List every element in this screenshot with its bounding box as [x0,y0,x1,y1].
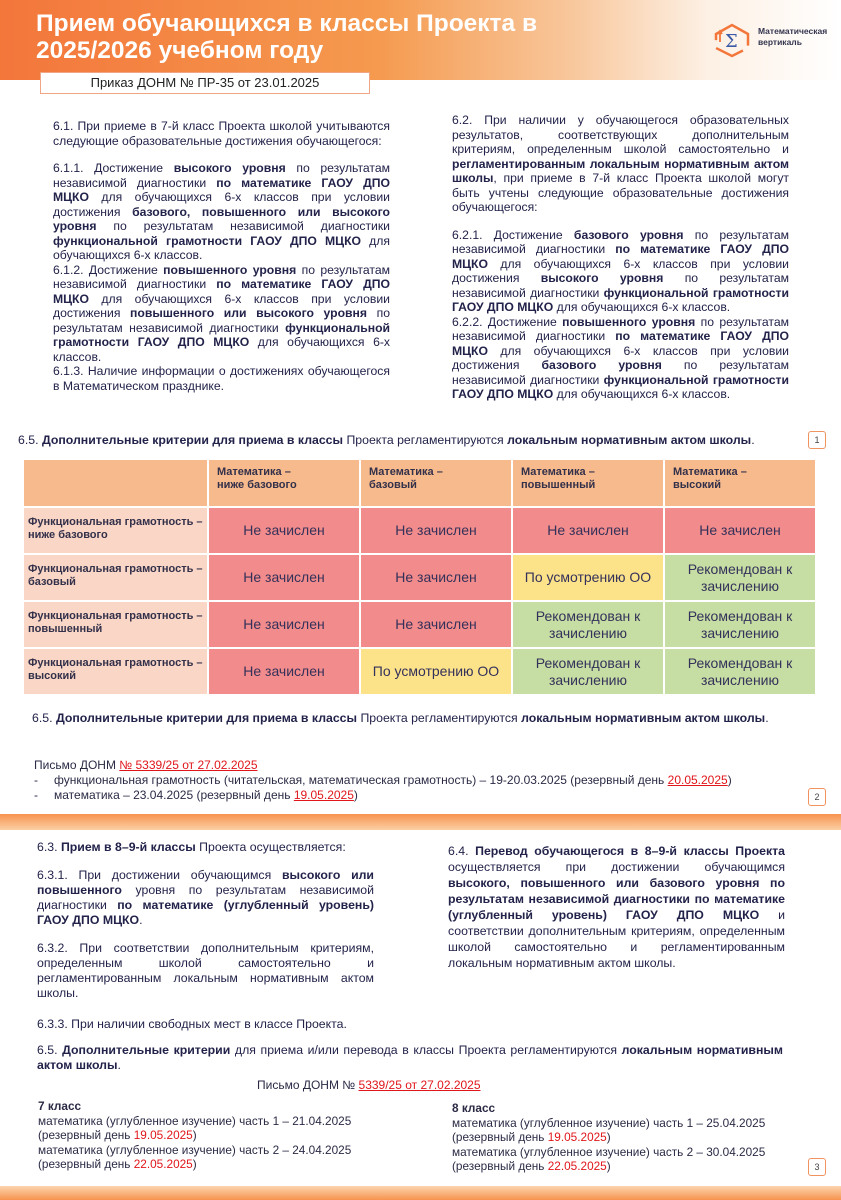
letter-donm-1: Письмо ДОНМ № 5339/25 от 27.02.2025 [34,758,258,772]
logo-text: Математическая вертикаль [758,26,828,47]
matrix-cell: По усмотрению ОО [361,649,511,694]
row-header: Функциональная грамотность – высокий [24,649,207,694]
col-header: Математика – высокий [665,460,815,506]
para-6-2: 6.2. При наличии у обучающегося образовательных результатов, соответствующих дополнительным критериям, определенным школой самостоятельно и регламентированным локальным нормативным актом школы, при приеме в 7-й класс Проекта школой могут быть учтены следующие образовательные достижения обучающегося: [452,113,789,214]
para-6-1-2: 6.1.2. Достижение повышенного уровня по результатам независимой диагностики по математике ГАОУ ДПО МЦКО для обучающихся 6-х классов при условии достижения повышенного или высокого уровня по результатам независимой диагностики функциональной грамотности ГАОУ ДПО МЦКО для обучающихся 6-х классов. [53,262,390,364]
sigma-arrows-icon [712,22,752,58]
matrix-corner [24,460,207,506]
matrix-cell: Рекомендован к зачислению [665,649,815,694]
page-badge-1: 1 [808,431,826,449]
col-header: Математика – ниже базового [209,460,359,506]
section-divider [0,814,841,830]
para-6-3: 6.3. Прием в 8–9-й классы Проекта осуществляется: [37,840,346,854]
para-6-3-2: 6.3.2. При соответствии дополнительным критериям, определенным школой самостоятельно и регламентированным локальным нормативным актом школы. [37,941,374,1000]
page-badge-2: 2 [808,788,826,806]
para-6-1-3: 6.1.3. Наличие информации о достижениях обучающегося в Математическом празднике. [53,364,390,393]
matrix-cell: Не зачислен [361,555,511,600]
row-header: Функциональная грамотность – базовый [24,555,207,600]
matrix-cell: Рекомендован к зачислению [665,555,815,600]
matrix-cell: Не зачислен [209,555,359,600]
matrix-cell: По усмотрению ОО [513,555,663,600]
enrollment-matrix [22,458,817,696]
svg-text:Σ: Σ [725,31,738,52]
matrix-cell: Не зачислен [361,602,511,647]
para-6-4: 6.4. Перевод обучающегося в 8–9-й классы Проекта осуществляется при достижении обучающимся высокого, повышенного или базового уровня по результатам независимой диагностики по математике (углубленный уровень) ГАОУ ДПО МЦКО и соответствии дополнительным критериям, определенным школой самостоятельно и регламентированным локальным нормативным актом школы. [448,844,786,970]
matrix-cell: Рекомендован к зачислению [513,649,663,694]
para-6-3-1: 6.3.1. При достижении обучающимся высокого или повышенного уровня по результатам независимой диагностики по математике (углубленный уровень) ГАОУ ДПО МЦКО. [37,868,374,927]
matrix-cell: Рекомендован к зачислению [513,602,663,647]
page-badge-3: 3 [808,1158,826,1176]
col-header: Математика – базовый [361,460,511,506]
para-6-2-1: 6.2.1. Достижение базового уровня по результатам независимой диагностики по математике ГАОУ ДПО МЦКО для обучающихся 6-х классов при условии достижения высокого уровня по результатам независимой диагностики функциональной грамотности ГАОУ ДПО МЦКО для обучающихся 6-х классов. [452,227,789,314]
matrix-cell: Не зачислен [361,508,511,553]
matrix-cell: Не зачислен [209,602,359,647]
para-6-2-2: 6.2.2. Достижение повышенного уровня по результатам независимой диагностики по математике ГАОУ ДПО МЦКО для обучающихся 6-х классов при условии достижения базового уровня по результатам независимой диагностики функциональной грамотности ГАОУ ДПО МЦКО для обучающихся 6-х классов. [452,314,790,401]
letter-link[interactable]: № 5339/25 от 27.02.2025 [119,758,258,772]
letter-link[interactable]: 5339/25 от 27.02.2025 [358,1078,481,1092]
schedule-item: - функциональная грамотность (читательская, математическая грамотность) – 19-20.03.2025 (резервный день 20.05.2025) [34,773,732,787]
footer-bar [0,1186,841,1200]
page-title: Прием обучающихся в классы Проекта в 2025/2026 учебном году [36,10,538,64]
matrix-cell: Не зачислен [209,508,359,553]
matrix-cell: Не зачислен [513,508,663,553]
right-column [452,113,789,402]
note-6-5-middle: 6.5. Дополнительные критерии для приема в классы Проекта регламентируются локальным нормативным актом школы. [32,711,769,725]
schedule-item: - математика – 23.04.2025 (резервный день 19.05.2025) [34,788,358,802]
order-reference: Приказ ДОНМ № ПР-35 от 23.01.2025 [40,72,370,94]
para-6-1-1: 6.1.1. Достижение высокого уровня по результатам независимой диагностики по математике ГАОУ ДПО МЦКО для обучающихся 6-х классов при условии достижения базового, повышенного или высокого уровня по результатам независимой диагностики функциональной грамотности ГАОУ ДПО МЦКО для обучающихся 6-х классов. [53,161,391,262]
grade8-schedule: 8 класс математика (углубленное изучение) часть 1 – 25.04.2025 (резервный день 19.05.2025) математика (углубленное изучение) часть 2 – 30.04.2025 (резервный день 22.05.2025) [452,1101,766,1173]
section3-left [37,840,374,1032]
section3-right [448,843,785,971]
row-header: Функциональная грамотность – ниже базового [24,508,207,553]
para-6-1: 6.1. При приеме в 7-й класс Проекта школой учитываются следующие образовательные достижения обучающегося: [53,119,390,148]
para-6-3-3: 6.3.3. При наличии свободных мест в классе Проекта. [37,1017,347,1031]
left-column [53,119,390,393]
note-6-5-top: 6.5. Дополнительные критерии для приема в классы Проекта регламентируются локальным нормативным актом школы. [18,433,755,447]
matrix-cell: Не зачислен [665,508,815,553]
matrix-cell: Не зачислен [209,649,359,694]
col-header: Математика – повышенный [513,460,663,506]
row-header: Функциональная грамотность – повышенный [24,602,207,647]
letter-donm-2: Письмо ДОНМ № 5339/25 от 27.02.2025 [257,1078,481,1092]
note-6-5-bottom: 6.5. Дополнительные критерии для приема и/или перевода в классы Проекта регламентируются локальным нормативным актом школы. [37,1043,783,1072]
grade7-schedule: 7 класс математика (углубленное изучение) часть 1 – 21.04.2025 (резервный день 19.05.2025) математика (углубленное изучение) часть 2 – 24.04.2025 (резервный день 22.05.2025) [38,1099,352,1171]
matrix-cell: Рекомендован к зачислению [665,602,815,647]
